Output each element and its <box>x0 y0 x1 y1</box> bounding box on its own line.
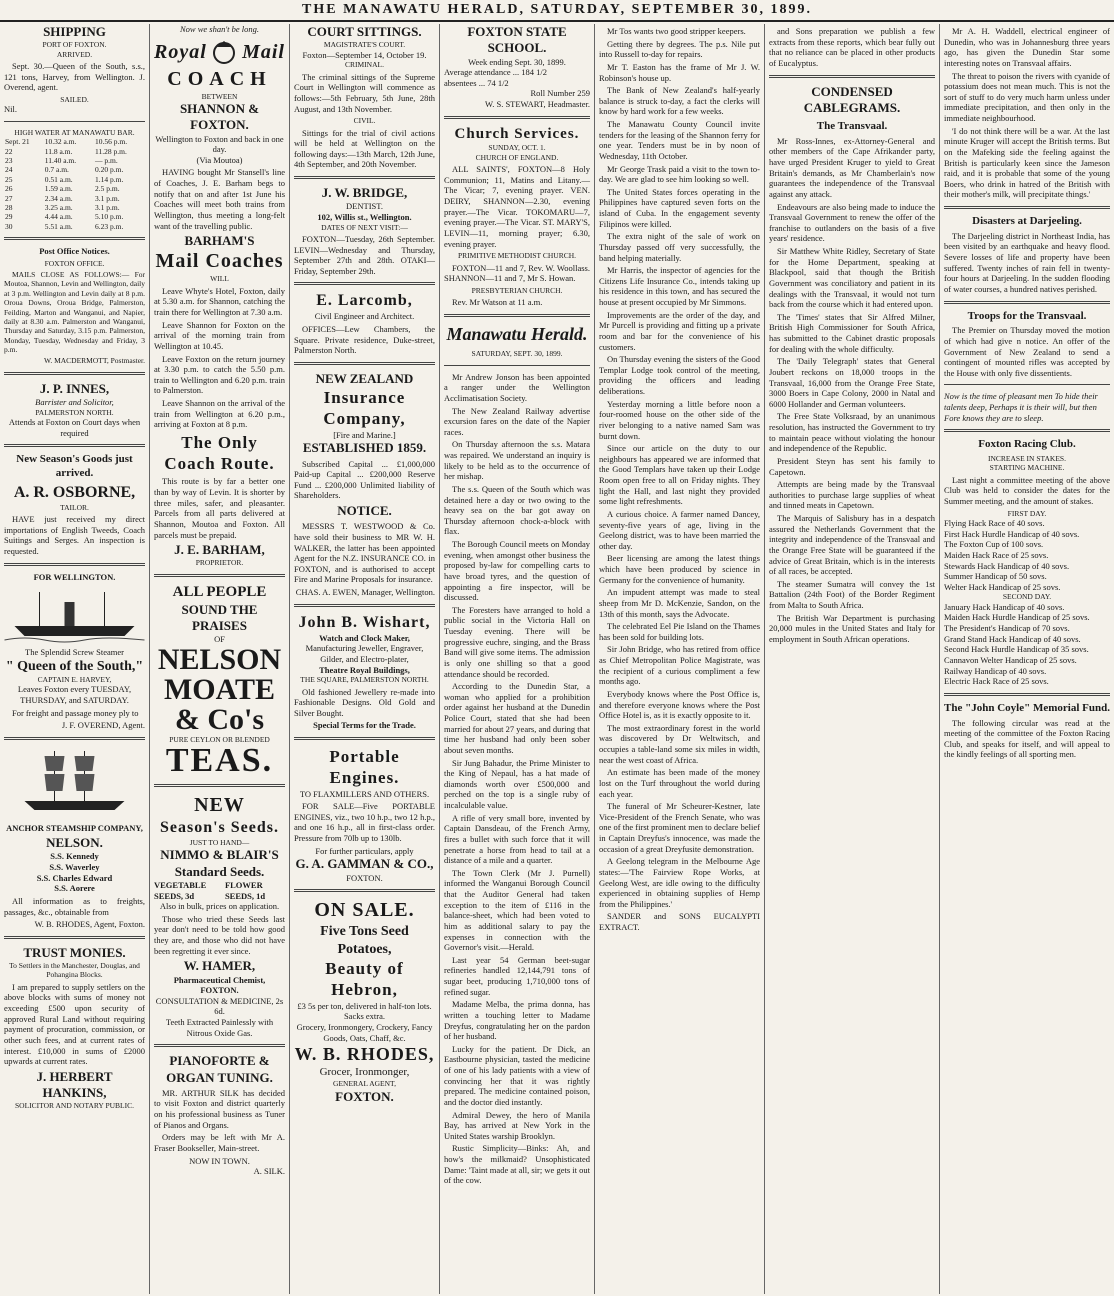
having-text: HAVING bought Mr Stansell's line of Coaches, J. E. Barham begs to notify that on and after 1st June his Coaches will meet both trains from Wellington, thus meeting a long-felt want of the travelling public. <box>154 167 285 231</box>
week-ending: Week ending Sept. 30, 1899. <box>468 56 566 67</box>
news-paragraph: Mr Ross-Innes, ex-Attorney-General and other members of the Cape Afrikander party, have urged President Kruger to yield to Great Britain's demands, as Mr Chamberlain's now guarantees the independence of the Transvaal against any attack. <box>769 135 935 199</box>
race-item: Welter Hack Handicap of 25 sovs. <box>944 581 1061 592</box>
seed-prices <box>154 880 285 901</box>
news-paragraph: Mr A. H. Waddell, electrical engineer of Dunedin, who was in Johannesburg three years ago, has given the Dunedin Star some interesting notes on Transvaal affairs. <box>944 26 1110 68</box>
tide-cell: 26 <box>5 184 13 194</box>
race-item: The President's Handicap of 70 sovs. <box>944 623 1070 633</box>
news-paragraph: Admiral Dewey, the hero of Manila Bay, has arrived at New York in the United States warship Brooklyn. <box>444 1109 590 1141</box>
news-paragraph: Since our article on the duty to our neighbours has appeared we are informed that the Good Templars have taken up their Lodge Room open free to all on Friday nights. They light the Hall, and last night they provided some light refreshments. <box>599 443 760 507</box>
tide-row <box>4 194 145 203</box>
tide-cell: 11.8 a.m. <box>44 146 73 156</box>
portable-engines: Portable Engines. <box>329 747 400 788</box>
visit-text: FOXTON—Tuesday, 26th September. LEVIN—Wednesday and Thursday, September 27th and 28th. OTAKI—Friday, September 29th. <box>294 233 435 276</box>
news-paragraph: Mr Harris, the inspector of agencies for the Citizens Life Insurance Co., intends taking up his residence in this town, and has secured the house at present occupied by Mr Simmons. <box>599 265 760 307</box>
news-paragraph: The 'Daily Telegraph' states that General Joubert reckons on 18,000 troops in the Transvaal, 16,000 from the Orange Free State, 3000 Boers in Cape Colony, 2000 in Natal and 6000 Hollander and German volunteers. <box>769 356 935 409</box>
herald-date: SATURDAY, SEPT. 30, 1899. <box>471 349 563 359</box>
anchor-heading: ANCHOR STEAMSHIP COMPANY, <box>6 822 143 833</box>
news-paragraph: The United States forces operating in the Philippines have captured seven forts on the island of Cuba. In the engagement seventy Filipinos were killed. <box>599 186 760 229</box>
news-paragraph: Yesterday morning a little before noon a four-roomed house on the other side of the river belonging to a native named Sam was burnt down. <box>599 398 760 441</box>
all-people: ALL PEOPLE <box>172 583 267 600</box>
shannon-sub: Wellington to Foxton and back in one day. <box>155 133 284 155</box>
tide-cell: Sept. 21 <box>5 137 30 147</box>
troops-heading: Troops for the Transvaal. <box>967 309 1087 322</box>
methodist-heading: PRIMITIVE METHODIST CHURCH. <box>458 251 576 261</box>
col4-news <box>444 372 590 1186</box>
column-7 <box>940 24 1114 1294</box>
innes-title: Barrister and Solicitor, <box>35 397 114 407</box>
only-text: This route is by far a better one than by way of Levin. It is shorter by three miles, safer, and pleasanter. Parcels from all parts delivered at Shannon, Moutoa and Foxton. All parcels must be prepaid. <box>154 476 285 540</box>
masthead: THE MANAWATU HERALD, SATURDAY, SEPTEMBER 30, 1899. <box>0 0 1114 22</box>
special-terms: Special Terms for the Trade. <box>313 720 416 731</box>
absentees: absentees ... 74 1/2 <box>444 77 509 88</box>
herald-title: Manawatu Herald. <box>446 323 588 344</box>
tide-cell: 0.51 a.m. <box>44 174 73 184</box>
eucalypti-intro: and Sons preparation we publish a few extracts from these reports, which bear fully out that no reliance can be placed in other products of Eucalyptus. <box>769 26 935 68</box>
race-item: First Hack Hurdle Handicap of 40 sovs. <box>944 528 1080 539</box>
criminal-label: CRIMINAL. <box>345 60 384 70</box>
column-3 <box>290 24 440 1294</box>
gamman-name: G. A. GAMMAN & CO., <box>295 856 434 872</box>
news-paragraph: A curious choice. A farmer named Dancey, seventy-five years of age, living in the Geelong district, was to have been married the other day. <box>599 508 760 551</box>
civil-label: CIVIL. <box>353 116 376 126</box>
tide-cell: 10.32 a.m. <box>44 137 77 147</box>
further-text: For further particulars, apply <box>315 845 414 856</box>
goods-heading: New Season's Goods just arrived. <box>16 453 133 479</box>
darjeeling-heading: Disasters at Darjeeling. <box>972 215 1082 227</box>
seasons-seeds: Season's Seeds. <box>159 819 280 836</box>
coach-word: COACH <box>167 67 272 90</box>
sailed-text: Nil. <box>4 104 17 115</box>
now-text: Now we shan't be long. <box>179 24 260 34</box>
news-paragraph: Attempts are being made by the Transvaal authorities to purchase large supplies of wheat and tinned meats in Capetown. <box>769 479 935 511</box>
leave-4: Leave Shannon on the arrival of the train from Wellington at 6.20 p.m., arriving at Foxton at 8 p.m. <box>154 398 285 430</box>
troops-text: The Premier on Thursday moved the motion of which had give n notice. An offer of the Government of New Zealand to send a contingent of mounted rifles was accepted by the House with only five dissentients. <box>944 325 1110 378</box>
innes-place: PALMERSTON NORTH. <box>35 407 114 417</box>
fire-marine: [Fire and Marine.] <box>333 429 396 440</box>
royal-word: Royal <box>154 41 207 64</box>
news-paragraph: The Marquis of Salisbury has in a despatch assured the Netherlands Government that the integrity and independence of the Transvaal and the Orange Free State will be guaranteed if the advice of Great Britain, which is in the interests of all races, be accepted. <box>769 513 935 577</box>
tide-cell: 29 <box>5 212 13 222</box>
captain-label: CAPTAIN E. HARVEY, <box>37 675 112 684</box>
rhodes-agent: W. B. RHODES, Agent, Foxton. <box>34 919 145 930</box>
trust-text: I am prepared to supply settlers on the above blocks with sums of money not exceeding £500 upon security of approved Rural Land without requiring payment of procuration, commission, or other such fees, and at current rates of interest. £10,000 in sums of £2000 upwards at current rates. <box>4 981 145 1067</box>
royal-mail-banner <box>154 39 285 67</box>
hebron-text: £3 5s per ton, delivered in half-ton lots. Sacks extra. <box>297 1000 432 1022</box>
shipping-heading: SHIPPING <box>43 24 106 39</box>
wishart-title: Watch and Clock Maker, <box>319 632 410 643</box>
ship-list <box>4 851 145 894</box>
new-word: NEW <box>194 794 245 816</box>
post-office-sub: FOXTON OFFICE. <box>44 258 105 268</box>
news-paragraph: Endeavours are also being made to induce the Transvaal Government to renew the offer of the franchise to outlanders on the basis of a five years' residence. <box>769 201 935 244</box>
square-address: THE SQUARE, PALMERSTON NORTH. <box>300 675 429 685</box>
tide-row <box>4 165 145 174</box>
average-attendance: Average attendance ... 184 1/2 <box>444 67 547 78</box>
news-paragraph: The New Zealand Railway advertise excursion fares on the date of the Napier races. <box>444 405 590 437</box>
col7-news <box>944 26 1110 200</box>
transvaal-heading: The Transvaal. <box>816 120 888 132</box>
tide-cell: 11.40 a.m. <box>44 156 77 165</box>
theatre-royal: Theatre Royal Buildings, <box>319 664 410 675</box>
second-day-races <box>944 602 1110 687</box>
tide-cell: 5.10 p.m. <box>95 212 124 222</box>
veg-seeds: VEGETABLE SEEDS, 3d <box>154 879 207 901</box>
news-paragraph: Last year 54 German beet-sugar refineries handled 12,144,791 tons of sugar beet, producing 1,710,000 tons of refined sugar. <box>444 954 590 997</box>
post-office-heading: Post Office Notices. <box>39 246 110 256</box>
tide-cell: 6.23 p.m. <box>95 221 124 231</box>
flaxmillers: TO FLAXMILLERS AND OTHERS. <box>299 788 430 799</box>
dentist-label: DENTIST. <box>346 201 383 212</box>
leaves-text: Leaves Foxton every TUESDAY, THURSDAY, and SATURDAY. <box>17 684 132 705</box>
race-item: Summer Handicap of 50 sovs. <box>944 571 1047 582</box>
news-paragraph: The Foresters have arranged to hold a public social in the Victoria Hall on Tuesday evening. There will be progressive euchre, singing, and the Brass Band will give some items. The admission is only one shilling so that a good attendance should be recorded. <box>444 604 590 679</box>
anchor-nelson: NELSON. <box>46 835 103 851</box>
tide-row <box>4 137 145 146</box>
news-paragraph: Sir John Bridge, who has retired from office as Chief Metropolitan Police Magistrate, was the recipient of a curious compliment a few months ago. <box>599 644 760 687</box>
sailed-label: SAILED. <box>60 94 89 104</box>
now-in-town: NOW IN TOWN. <box>189 1155 250 1166</box>
news-paragraph: Rustic Simplicity—Binks: Ah, and how's the milkmaid? Unsophisticated Dame: 'Taint made at all, sir; we gets it out of the cow. <box>444 1143 590 1186</box>
tide-row <box>4 147 145 156</box>
tide-cell: 3.1 p.m. <box>95 193 120 203</box>
race-item: The Foxton Cup of 100 sovs. <box>944 539 1044 550</box>
presbyterian-heading: PRESBYTERIAN CHURCH. <box>471 285 563 295</box>
osborne-text: HAVE just received my direct importations of English Tweeds, Coach Suitings and Serges. An inspection is requested. <box>4 514 145 556</box>
between-word: BETWEEN <box>201 91 238 101</box>
tide-cell: 28 <box>5 202 13 212</box>
silk-sign: A. SILK. <box>253 1166 285 1177</box>
headmaster: W. S. STEWART, Headmaster. <box>484 99 590 109</box>
steamer-illustration <box>4 584 145 644</box>
news-paragraph: Mr Tos wants two good stripper keepers. <box>607 26 746 36</box>
steamer-text: The Splendid Screw Steamer <box>25 646 124 657</box>
column-4 <box>440 24 595 1294</box>
shannon-foxton: SHANNON & FOXTON. <box>179 101 260 133</box>
church-heading: Church Services. <box>454 125 580 142</box>
first-day: FIRST DAY. <box>1007 508 1047 518</box>
ship-name: S.S. Waverley <box>49 862 100 872</box>
chemist-title: Pharmaceutical Chemist, FOXTON. <box>173 974 266 996</box>
school-heading: FOXTON STATE SCHOOL. <box>467 24 567 56</box>
news-paragraph: Mr T. Easton has the frame of Mr J. W. Robinson's house up. <box>599 61 760 83</box>
race-item: Railway Handicap of 40 sovs. <box>944 665 1047 676</box>
arrived-text: Sept. 30.—Queen of the South, s.s., 121 tons, Harvey, from Wellington. J. Overend, agent. <box>4 61 145 93</box>
tide-cell: 3.1 p.m. <box>95 202 120 212</box>
insurance-company: Insurance Company, <box>323 388 406 429</box>
starting-machine: STARTING MACHINE. <box>989 463 1065 473</box>
tide-cell: 1.59 a.m. <box>44 184 73 194</box>
port-label: PORT OF FOXTON. <box>42 40 107 50</box>
news-paragraph: The Town Clerk (Mr J. Purnell) informed the Wanganui Borough Council that the Auditor General had taken exception to the item of £116 in the balance-sheet, which had been voted to him as additional salary to pay the expenses in connection with the Governor's visit.—Herald. <box>444 867 590 953</box>
news-paragraph: The Bank of New Zealand's half-yearly balance is struck to-day, a fact the clerks will know by hard work for a few weeks. <box>599 85 760 117</box>
old-gold-text: Old fashioned Jewellery re-made into Fashionable Designs. Old Gold and Silver Bought. <box>294 686 435 718</box>
postmaster: W. MACDERMOTT, Postmaster. <box>43 356 145 366</box>
notice-heading: NOTICE. <box>337 503 392 518</box>
wishart-text: Manufacturing Jeweller, Engraver, Gilder, and Electro-plater, <box>305 643 424 664</box>
tide-cell: 11.28 p.m. <box>95 146 127 156</box>
news-paragraph: Beer licensing are among the latest things which have been produced by science in Germany for the convenience of humanity. <box>599 553 760 585</box>
news-paragraph: The Manawatu County Council invite tenders for the leasing of the Shannon ferry for one year. Tenders must be in by noon of Wednesday, 11th October. <box>599 119 760 161</box>
innes-text: Attends at Foxton on Court days when required <box>8 417 141 438</box>
queen-heading: " Queen of the South," <box>5 658 144 674</box>
column-5 <box>595 24 765 1294</box>
bulk-text: Also in bulk, prices on application. <box>159 901 280 912</box>
race-item: Grand Stand Hack Handicap of 40 sovs. <box>944 633 1081 644</box>
news-paragraph: Sir Matthew White Ridley, Secretary of State for the Home Department, speaking at Blackpool, said that though the British Government was conciliatory and patient in its dealings with the Transvaal, it would not turn back from the course which it had entered upon. <box>769 246 935 310</box>
news-paragraph: The 'Times' states that Sir Alfred Milner, British High Commissioner for South Africa, has submitted to the Cabinet drastic proposals for dealing with the whole difficulty. <box>769 311 935 354</box>
orders-text: Orders may be left with Mr A. Fraser Bookseller, Main-street. <box>154 1132 285 1153</box>
hankins-name: J. HERBERT HANKINS, <box>36 1068 113 1100</box>
tide-row <box>4 203 145 212</box>
tide-cell: 25 <box>5 174 13 184</box>
barham-name: J. E. BARHAM, <box>174 542 265 558</box>
coyle-text: The following circular was read at the meeting of the committee of the Foxton Racing Club, and speaks for itself, and will appeal to the kindly feelings of all sporting men. <box>944 717 1110 760</box>
coyle-heading: The "John Coyle" Memorial Fund. <box>944 701 1110 714</box>
consultation: CONSULTATION & MEDICINE, 2s 6d. <box>155 995 284 1017</box>
sunday-date: SUNDAY, OCT. 1. <box>488 143 546 153</box>
capital-text: Subscribed Capital ... £1,000,000 Paid-up Capital ... £200,000 Reserve Fund ... £200,000 Unlimited liability of Shareholders. <box>294 458 435 501</box>
tide-cell: 22 <box>5 146 13 156</box>
leave-3: Leave Foxton on the return journey at 3.30 p.m. to catch the 5.50 p.m. train to Wellington and 6.20 p.m. train to Palmerston. <box>154 353 285 396</box>
ship-name: S.S. Charles Edward <box>36 872 113 883</box>
for-sale-text: FOR SALE—Five PORTABLE ENGINES, viz., two 10 h.p., two 12 h.p., and one 16 h.p., all in first-class order. Pressure from 70lb up to 130lb. <box>294 801 435 843</box>
race-item: Cannavon Welter Handicap of 25 sovs. <box>944 654 1077 665</box>
leave-2: Leave Shannon for Foxton on the arrival of the morning train from Wellington at 10.45. <box>154 319 285 351</box>
osborne-name: A. R. OSBORNE, <box>13 483 136 501</box>
piano-text: MR. ARTHUR SILK has decided to visit Foxton and district quarterly on his professional business as Tuner of Pianos and Organs. <box>154 1087 285 1130</box>
sailing-ship-illustration <box>4 746 145 816</box>
just-to-hand: JUST TO HAND— <box>189 838 250 847</box>
larcomb-name: E. Larcomb, <box>316 292 413 310</box>
tide-cell: 1.14 p.m. <box>95 174 124 184</box>
col5-news <box>599 26 760 933</box>
second-day: SECOND DAY. <box>1002 592 1052 602</box>
news-paragraph: An impudent attempt was made to steal sheep from Mr D. McKenzie, Sandon, on the 13th of this month, says the Advocate. <box>599 587 760 619</box>
news-paragraph: According to the Dunedin Star, a woman who applied for a prohibition order against her husband at the Dunedin Police Court, stated that she had been married for about 27 years, and during that time her husband had only been sober about seven months. <box>444 681 590 755</box>
darjeeling-text: The Darjeeling district in Northeast India, has been visited by an earthquake and heavy flood. Severe losses of life and property have been suffered. Twenty inches of rain fell in twenty-four hours at Darjeeling. In the sudden flooding of water courses, a hundred natives perished. <box>944 230 1110 294</box>
first-day-races <box>944 518 1110 592</box>
magistrate-label: MAGISTRATE'S COURT. <box>323 40 406 50</box>
nimmo-blair: NIMMO & BLAIR'S <box>160 847 279 863</box>
tide-row <box>4 175 145 184</box>
tide-row <box>4 156 145 165</box>
of-word: OF <box>214 634 225 644</box>
teas-word: TEAS. <box>165 742 274 779</box>
on-sale: ON SALE. <box>314 899 415 922</box>
race-item: Stewards Hack Handicap of 40 sovs. <box>944 560 1070 571</box>
tide-cell: 4.44 a.m. <box>44 212 73 222</box>
overend-agent: J. F. OVEREND, Agent. <box>61 720 145 731</box>
standard-seeds: Standard Seeds. <box>174 863 265 879</box>
via-moutoa: (Via Moutoa) <box>196 154 243 165</box>
tide-table <box>4 137 145 231</box>
freight-text: For freight and passage money ply to <box>12 707 139 718</box>
presbyterian-text: Rev. Mr Watson at 11 a.m. <box>452 297 543 308</box>
dates-label: DATES OF NEXT VISIT:— <box>321 222 408 232</box>
race-item: Flying Hack Race of 40 sovs. <box>944 518 1045 528</box>
high-water-heading: HIGH WATER AT MANAWATU BAR. <box>14 127 135 137</box>
race-item: January Hack Handicap of 40 sovs. <box>944 601 1065 612</box>
news-paragraph: The celebrated Eel Pie Island on the Thames has been sold for building lots. <box>599 621 760 642</box>
tide-row <box>4 222 145 231</box>
ewen-sign: CHAS. A. EWEN, Manager, Wellington. <box>295 587 435 597</box>
tide-cell: 5.51 a.m. <box>44 221 73 231</box>
piano-heading: PIANOFORTE & ORGAN TUNING. <box>166 1053 273 1085</box>
larcomb-title: Civil Engineer and Architect. <box>314 311 415 322</box>
mail-coaches: Mail Coaches <box>155 250 284 273</box>
col6-news <box>769 136 935 645</box>
larcomb-offices: OFFICES—Lew Chambers, the Square. Private residence, Duke-street, Palmerston North. <box>294 324 435 356</box>
race-item: Electric Hack Race of 25 sovs. <box>944 676 1049 687</box>
tide-cell: 10.56 p.m. <box>95 137 128 147</box>
gamman-foxton: FOXTON. <box>346 872 383 883</box>
ship-name: S.S. Kennedy <box>50 851 99 862</box>
news-paragraph: SANDER and SONS EUCALYPTI EXTRACT. <box>599 911 760 932</box>
tide-cell: 24 <box>5 165 13 175</box>
services-text: ALL SAINTS', FOXTON—8 Holy Communion; 11, Matins and Litany.— The Vicar; 7, evening prayer. VEN. DEIRY, SHANNON—2.30, evening prayer.—The Vicar. TOKOMARU—7, evening prayer.—The Vicar. ST. MARY'S, LEVIN—11, morning prayer; 6.30, evening prayer. <box>444 164 590 249</box>
willis-address: 102, Willis st., Wellington. <box>317 211 412 222</box>
news-paragraph: The British War Department is purchasing 20,000 mules in the United States and Italy for employment in South African operations. <box>769 612 935 644</box>
news-paragraph: Mr Andrew Jonson has been appointed a ranger under the Wellington Acclimatisation Society. <box>444 371 590 403</box>
news-paragraph: 'I do not think there will be a war. At the last minute Kruger will accept the British terms. But on the Mafeking side the feeling against the British is particularly keen since the Jameson raid, and it is probable that some of the young Boers, who drink in hatred of the British with their mother's milk, will precipitate things.' <box>944 125 1110 200</box>
news-paragraph: The extra night of the sale of work on Thursday passed off very successfully, the band helping materially. <box>599 231 760 263</box>
criminal-text: The criminal sittings of the Supreme Court in Wellington will commence as follows:—5th February, 5th June, 28th August, and 13th November. <box>294 71 435 114</box>
civil-text: Sittings for the trial of civil actions will be held at Wellington on the following days:—13th March, 12th June, 4th September, and 20th November. <box>294 127 435 170</box>
beauty-hebron: Beauty of Hebron, <box>325 959 404 1000</box>
for-wellington: FOR WELLINGTON. <box>33 571 116 582</box>
notice-text: MESSRS T. WESTWOOD & Co. have sold their business to MR W. H. WALKER, the latter has been appointed Agent for the N.Z. INSURANCE CO. in FOXTON, and is authorised to accept Fire and Marine Proposals for insurance. <box>294 521 435 585</box>
race-item: Maiden Hack Race of 25 sovs. <box>944 549 1049 560</box>
tide-row <box>4 184 145 193</box>
news-paragraph: Madame Melba, the prima donna, has written a touching letter to Madame Dreyfus, congratulating her on the pardon of her husband. <box>444 999 590 1042</box>
news-paragraph: On Thursday evening the sisters of the Good Templar Lodge took control of the meeting, providing the officers and leading deliberations. <box>599 354 760 396</box>
arrived-label: ARRIVED. <box>56 49 93 59</box>
news-paragraph: President Steyn has sent his family to Capetown. <box>769 455 935 477</box>
news-paragraph: A Geelong telegram in the Melbourne Age states:—'The Fairview Rope Works, at Geelong West, are idle owing to the difficulty experienced in obtaining supplies of Hemp from the Philippines.' <box>599 856 760 909</box>
ship-name: S.S. Aorere <box>54 883 95 894</box>
increase-stakes: INCREASE IN STAKES. <box>988 454 1066 463</box>
mail-word: Mail <box>242 41 285 64</box>
roll-number: Roll Number 259 <box>530 88 590 99</box>
sound-praises: SOUND THE PRAISES <box>181 601 258 633</box>
tide-cell: 2.5 p.m. <box>95 184 120 194</box>
news-paragraph: The most extraordinary forest in the world was discovered by Dr Weltwitsch, and occupies a table-land some six miles in width, near the west coast of Africa. <box>599 722 760 765</box>
innes-name: J. P. INNES, <box>39 380 110 396</box>
those-text: Those who tried these Seeds last year don't need to be told how good they are, and those who did not have been regretting it ever since. <box>154 913 285 956</box>
established: ESTABLISHED 1859. <box>302 440 427 456</box>
tide-cell: 0.7 a.m. <box>44 165 69 175</box>
general-agent: GENERAL AGENT, <box>333 1079 396 1089</box>
tide-cell: 27 <box>5 193 13 203</box>
magistrate-text: Foxton—September 14, October 19. <box>302 49 427 60</box>
news-paragraph: Mr George Trask paid a visit to the town to-day. We are glad to see him looking so well. <box>599 163 760 185</box>
news-paragraph: The steamer Sumatra will convey the 1st Battalion (24th Foot) of the Border Regiment from Malta to South Africa. <box>769 578 935 610</box>
racing-heading: Foxton Racing Club. <box>978 438 1076 451</box>
verse-text: Now is the time of pleasant men To hide their talents deep, Perhaps it is their will, but then Fore knows they are to sleep. <box>944 391 1098 423</box>
news-paragraph: Improvements are the order of the day, and Mr Purcell is providing and fitting up a private room and bar for the convenience of his customers. <box>599 309 760 352</box>
tailor-label: TAILOR. <box>60 502 89 512</box>
hamer-name: W. HAMER, <box>183 958 256 974</box>
will-word: WILL <box>210 274 229 284</box>
barhams: BARHAM'S <box>184 233 255 249</box>
column-1 <box>0 24 150 1294</box>
tide-cell: 3.25 a.m. <box>44 202 73 212</box>
nelson-moate: NELSON MOATE & Co's <box>157 642 282 736</box>
court-heading: COURT SITTINGS. <box>307 24 422 39</box>
news-paragraph: The funeral of Mr Scheurer-Kestner, late Vice-President of the French Senate, who was one of the first prominent men to declare belief in Captain Dreyfus's innocence, was made the occasion of a great Dreyfusite demonstration. <box>599 801 760 854</box>
condensed-heading: CONDENSED CABLEGRAMS. <box>803 83 901 115</box>
bridge-name: J. W. BRIDGE, <box>321 185 408 200</box>
flower-seeds: FLOWER SEEDS, 1d <box>224 879 266 901</box>
grocery-text: Grocery, Ironmongery, Crockery, Fancy Goods, Oats, Chaff, &c. <box>296 1021 433 1043</box>
proprietor: PROPRIETOR. <box>195 558 244 568</box>
race-item: Second Hack Hurdle Handicap of 35 sovs. <box>944 644 1089 655</box>
trust-sub: To Settlers in the Manchester, Douglas, and Pohangina Blocks. <box>9 961 140 980</box>
news-paragraph: The s.s. Queen of the South which was detained here a day or two owing to the heavy sea on the bar got away on Thursday afternoon chock-a-block with flax. <box>444 483 590 537</box>
race-item: Maiden Hack Hurdle Handicap of 25 sovs. <box>944 612 1090 623</box>
news-paragraph: Lucky for the patient. Dr Dick, an Eastbourne physician, tasted the medicine of one of his lady patients with a view of convincing her that it was rightly prepared. The medicine contained poison, and the doctor died instantly. <box>444 1043 590 1107</box>
column-6 <box>765 24 940 1294</box>
column-2 <box>150 24 290 1294</box>
seed-potatoes: Five Tons Seed Potatoes, <box>320 924 409 957</box>
leave-1: Leave Whyte's Hotel, Foxton, daily at 5.30 a.m. for Shannon, catching the train there for Wellington at 7.30 a.m. <box>154 285 285 317</box>
news-paragraph: Sir Jung Bahadur, the Prime Minister to the King of Nepaul, has a hat made of diamonds worth over £500,000 and perched on the top is a single ruby of incalculable value. <box>444 757 590 810</box>
wishart-name: John B. Wishart, <box>298 613 431 631</box>
methodist-text: FOXTON—11 and 7, Rev. W. Woollass. SHANNON—11 and 7, Mr S. Howan. <box>444 262 590 284</box>
news-paragraph: The Free State Volksraad, by an unanimous resolution, has instructed the Government to try to maintain peace without violating the honour and independence of the Republic. <box>769 411 935 454</box>
grocer-title: Grocer, Ironmonger, <box>319 1065 410 1078</box>
church-england: CHURCH OF ENGLAND. <box>475 152 559 162</box>
teeth-text: Teeth Extracted Painlessly with Nitrous Oxide Gas. <box>165 1017 274 1038</box>
tide-cell: 2.34 a.m. <box>44 193 73 203</box>
news-paragraph: Everybody knows where the Post Office is, and therefore everyone knows where the Post Office Hotel is, as it is exactly opposite to it. <box>599 688 760 721</box>
news-paragraph: An estimate has been made of the money lost on the Turf throughout the world during each year. <box>599 767 760 799</box>
news-paragraph: On Thursday afternoon the s.s. Matara was repaired. We understand an inquiry is likely to be held as to the occurrence of her mishap. <box>444 439 590 482</box>
hankins-title: SOLICITOR AND NOTARY PUBLIC. <box>15 1101 134 1111</box>
pure-ceylon: PURE CEYLON OR BLENDED <box>169 734 270 744</box>
crest-icon <box>209 39 239 67</box>
anchor-text: All information as to freights, passages, &c., obtainable from <box>4 895 145 917</box>
tide-row <box>4 212 145 221</box>
news-paragraph: The threat to poison the rivers with cyanide of potassium does not mean much. This is not the sort of stuff to do very much harm unless under immediate precipitation, and then only in the immediate neighbourhood. <box>944 70 1110 123</box>
news-paragraph: Getting there by degrees. The p.s. Nile put into Russell to-day for repairs. <box>599 38 760 60</box>
nz-label: NEW ZEALAND <box>315 370 414 386</box>
news-paragraph: The Borough Council meets on Monday evening, when amongst other business the proposed by-law for compelling carts to have broad tyres, and the question of appointing a fire inspector, will be discussed. <box>444 539 590 603</box>
news-paragraph: A rifle of very small bore, invented by Captain Dansdeau, of the French Army, fires a bullet with such force that it will penetrate a horse from head to tail at a distance of a mile and a quarter. <box>444 812 590 866</box>
racing-text: Last night a committee meeting of the above Club was held to consider the dates for the Summer meeting, and the amount of stakes. <box>944 474 1110 506</box>
trust-heading: TRUST MONIES. <box>23 944 126 960</box>
only-coach-route: The Only Coach Route. <box>164 432 275 474</box>
post-office-text: MAILS CLOSE AS FOLLOWS:— For Moutoa, Shannon, Levin and Wellington, daily at 3 p.m. Wellington and Levin daily at 8 p.m. Oroua Downs, Oroua Bridge, Palmerston, Feilding, Marton and Wanganui, and Napier, daily at 8.30 a.m. Palmerston and Wanganui, Thursday and Saturday, 3.15 p.m. Palmerston, Monday, Tuesday, Wednesday and Friday, 3 p.m. <box>4 270 145 354</box>
tide-cell: 23 <box>5 156 13 165</box>
rhodes-foxton: FOXTON. <box>335 1088 394 1104</box>
wb-rhodes: W. B. RHODES, <box>294 1044 435 1065</box>
tide-cell: 0.20 p.m. <box>95 165 124 175</box>
tide-cell: — p.m. <box>95 156 118 165</box>
tide-cell: 30 <box>5 221 13 231</box>
